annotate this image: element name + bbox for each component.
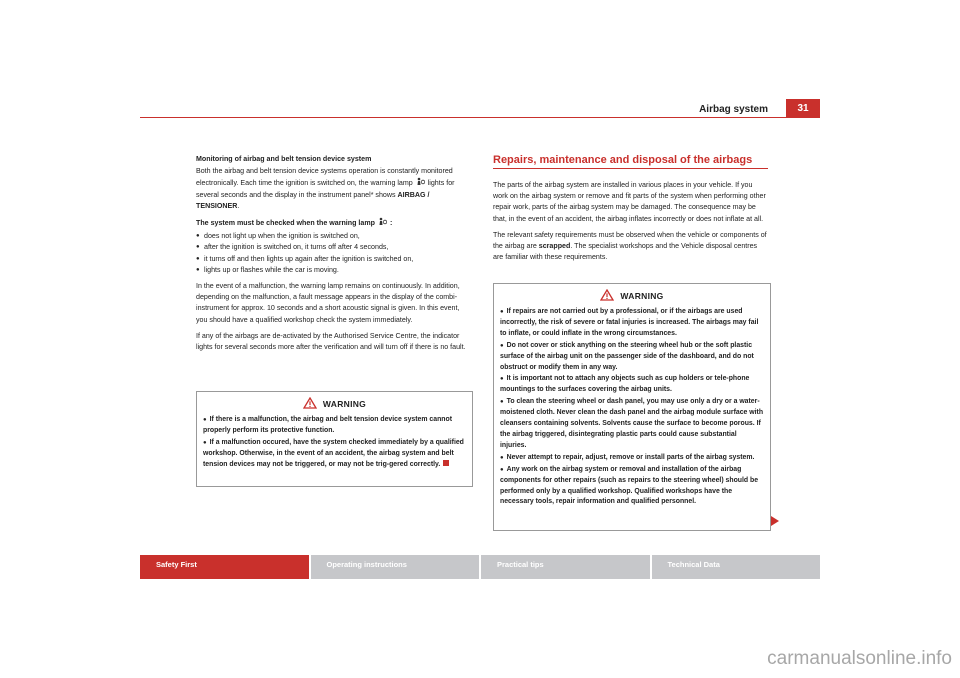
airbag-lamp-icon [378, 217, 387, 228]
end-marker-icon [443, 460, 449, 466]
list-item: ● lights up or flashes while the car is moving. [196, 265, 472, 276]
warning-item: ● Any work on the airbag system or removal and installation of the airbag components for other repairs (such as repairs to the steering wheel) should be performed only by a qualified workshop. Qualified workshops have the necessary tools, repair information and qualified personnel. [500, 465, 759, 506]
text-span: . The specialist workshops and the Vehicle disposal centres are familiar with these requirements. [493, 242, 758, 262]
text-span: Any work on the airbag system or removal and installation of the airbag components for other repairs (such as repairs to the steering wheel) should be performed only by a qualified workshop. Qualified workshops have the necessary tools, repair information and qualified personnel. [500, 465, 759, 506]
paragraph-monitoring [196, 166, 472, 212]
text-span: Do not cover or stick anything on the steering wheel hub or the soft plastic surface of the airbag unit on the passenger side of the dashboard, and do not obstruct or modify them in any way. [500, 341, 754, 371]
paragraph-parts: The parts of the airbag system are installed in various places in your vehicle. If you work on the airbag system or remove and fit parts of the system when performing other repair work, parts of the airbag system may be damaged. The consequence may be that, in the event of an accident, the airbag inflates incorrectly or does not inflate at all. [493, 181, 766, 223]
right-column [493, 180, 769, 268]
tab-technical-data[interactable]: Technical Data [652, 555, 821, 579]
bold-word: scrapped [538, 242, 571, 251]
check-heading [196, 217, 472, 229]
display-message: AIRBAG / TENSIONER [196, 190, 430, 210]
check-list [196, 231, 472, 276]
list-item: ● does not light up when the ignition is switched on, [196, 231, 472, 242]
text-span: The relevant safety requirements must be observed when the vehicle or components of the airbag are [493, 230, 767, 251]
text-span: If a malfunction occured, have the system checked immediately by a qualified workshop. Otherwise, in the event of an accident, the airbag system and belt tension devices may not be triggered, or may not be trig-gered correctly. [203, 438, 464, 468]
watermark: carmanualsonline.info [767, 648, 952, 669]
warning-heading [494, 289, 770, 303]
text-span: : [389, 219, 393, 228]
text-span: lights for several seconds and the display in the instrument panel* shows [196, 179, 455, 199]
list-item: ● after the ignition is switched on, it turns off after 4 seconds, [196, 242, 472, 253]
warning-triangle-icon [600, 289, 614, 303]
warning-list [494, 307, 770, 513]
text-span: . [237, 201, 240, 210]
warning-title: WARNING [322, 399, 367, 409]
warning-item: ● If there is a malfunction, the airbag and belt tension device system cannot properly perform its protective function. [203, 416, 453, 434]
warning-item: ● To clean the steering wheel or dash panel, you may use only a dry or a water-moistened cloth. Never clean the dash panel and the airbag module surface with cleansers containing solvents. Solvents cause the surface to become porous. If the airbag triggered, disintegrating plastic parts could cause substantial injuries. [500, 398, 764, 449]
airbag-lamp-icon [416, 177, 425, 188]
page-number: 31 [786, 99, 820, 118]
warning-triangle-icon [303, 397, 317, 411]
text-span: If repairs are not carried out by a professional, or if the airbags are used incorrectly, the risk of severe or fatal injuries is increased. The airbags may fail to inflate, or could inflate in the wrong circumstances. [500, 308, 759, 337]
list-item: ● it turns off and then lights up again after the ignition is switched on, [196, 254, 472, 265]
paragraph-deactivated: If any of the airbags are de-activated by the Authorised Service Centre, the indicator lights for several seconds more after the verification and will turn off if there is no fault. [196, 331, 466, 352]
tab-safety-first[interactable]: Safety First [140, 555, 309, 579]
text-span: It is important not to attach any objects such as cup holders or tele-phone mountings to the surfaces covering the airbag units. [500, 375, 750, 394]
section-title-repairs: Repairs, maintenance and disposal of the airbags [493, 154, 753, 166]
warning-title: WARNING [620, 291, 664, 301]
footer-nav [140, 555, 820, 579]
text-span: Never attempt to repair, adjust, remove or install parts of the airbag system. [506, 453, 755, 461]
warning-list [197, 415, 472, 476]
header-rule [140, 117, 820, 118]
warning-item: ● Do not cover or stick anything on the steering wheel hub or the soft plastic surface of the airbag unit on the passenger side of the dashboard, and do not obstruct or modify them in any way. [500, 341, 754, 371]
left-column [196, 154, 472, 358]
paragraph-malfunction: In the event of a malfunction, the warning lamp remains on continuously. In addition, depending on the malfunction, a fault message appears in the display of the combi-instrument for approx. 10 seconds and a short acoustic signal is given. In this event, you should have a qualified workshop check the system immediately. [196, 282, 460, 324]
warning-heading [197, 397, 472, 411]
text-span: The system must be checked when the warning lamp [196, 219, 375, 228]
warning-box-right [493, 283, 771, 531]
tab-operating-instructions[interactable]: Operating instructions [311, 555, 480, 579]
warning-item: ● If a malfunction occured, have the system checked immediately by a qualified workshop. Otherwise, in the event of an accident, the airbag system and belt tension devices may not be triggered, or may not be trig-gered correctly. [203, 438, 464, 468]
section-rule [493, 168, 768, 169]
text-span: If there is a malfunction, the airbag and belt tension device system cannot properly perform its protective function. [203, 416, 453, 434]
warning-item: ● Never attempt to repair, adjust, remove or install parts of the airbag system. [500, 453, 755, 461]
text-span: To clean the steering wheel or dash panel, you may use only a dry or a water-moistened cloth. Never clean the dash panel and the airbag module surface with cleansers containing solvents. Solvents cause the surface to become porous. If the airbag triggered, disintegrating plastic parts could cause substantial injuries. [500, 398, 764, 449]
warning-item: ● If repairs are not carried out by a professional, or if the airbags are used incorrectly, the risk of severe or fatal injuries is increased. The airbags may fail to inflate, or could inflate in the wrong circumstances. [500, 308, 759, 337]
warning-item: ● It is important not to attach any objects such as cup holders or tele-phone mountings to the surfaces covering the airbag units. [500, 375, 750, 394]
next-page-arrow-icon[interactable] [771, 516, 779, 526]
page-header-title: Airbag system [699, 104, 768, 115]
paragraph-requirements [493, 230, 769, 264]
section-heading-monitoring: Monitoring of airbag and belt tension device system [196, 155, 372, 163]
tab-practical-tips[interactable]: Practical tips [481, 555, 650, 579]
text-span: Both the airbag and belt tension device systems operation is constantly monitored electronically. Each time the ignition is switched on, the warning lamp [196, 167, 453, 188]
warning-box-left [196, 391, 473, 487]
